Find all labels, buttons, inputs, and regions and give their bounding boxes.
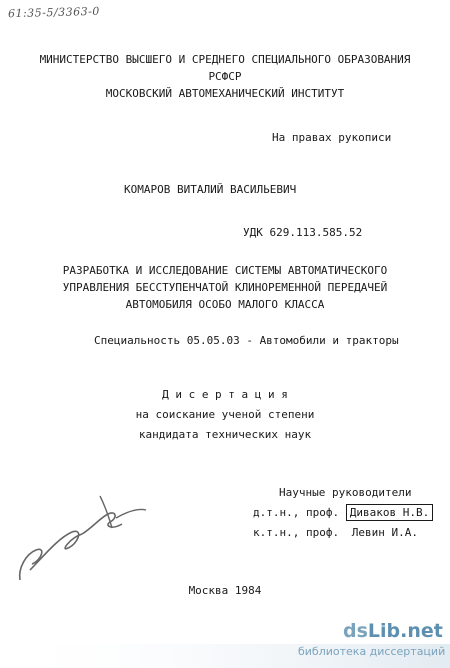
handwritten-signature — [12, 488, 152, 583]
degree-line-1: на соискание ученой степени — [135, 408, 315, 421]
supervisor-1 — [253, 506, 433, 519]
supervisor-2-name: Левин И.А. — [351, 526, 418, 539]
ministry-line: МИНИСТЕРСТВО ВЫСШЕГО И СРЕДНЕГО СПЕЦИАЛЬНОГО ОБРАЗОВАНИЯ — [39, 53, 411, 66]
author-name: КОМАРОВ ВИТАЛИЙ ВАСИЛЬЕВИЧ — [124, 183, 297, 196]
specialty-line: Специальность 05.05.03 - Автомобили и тракторы — [94, 334, 399, 347]
rights-note: На правах рукописи — [272, 131, 392, 144]
supervisor-1-title: д.т.н., проф. — [253, 506, 340, 519]
supervisor-2-title: к.т.н., проф. — [253, 526, 340, 539]
title-line-2: УПРАВЛЕНИЯ БЕССТУПЕНЧАТОЙ КЛИНОРЕМЕННОЙ ПЕРЕДАЧЕЙ — [62, 281, 388, 294]
supervisor-1-name: Диваков Н.В. — [346, 504, 433, 521]
degree-line-2: кандидата технических наук — [138, 428, 312, 441]
watermark-subtitle: библиотека диссертаций — [298, 645, 446, 658]
handwritten-catalog-note: 61:35-5/3363-0 — [7, 4, 100, 21]
institute-line: МОСКОВСКИЙ АВТОМЕХАНИЧЕСКИЙ ИНСТИТУТ — [105, 87, 345, 100]
title-line-1: РАЗРАБОТКА И ИССЛЕДОВАНИЕ СИСТЕМЫ АВТОМАТИЧЕСКОГО — [62, 264, 388, 277]
supervisor-2 — [253, 526, 418, 539]
supervisors-heading: Научные руководители — [279, 486, 412, 499]
watermark-logo: dsLib.net — [343, 620, 443, 642]
republic-line: РСФСР — [208, 70, 242, 83]
dissertation-heading: Д и с е р т а ц и я — [162, 388, 288, 401]
udk-code: УДК 629.113.585.52 — [243, 226, 363, 239]
place-year: Москва 1984 — [188, 584, 262, 597]
title-line-3: АВТОМОБИЛЯ ОСОБО МАЛОГО КЛАССА — [125, 298, 325, 311]
